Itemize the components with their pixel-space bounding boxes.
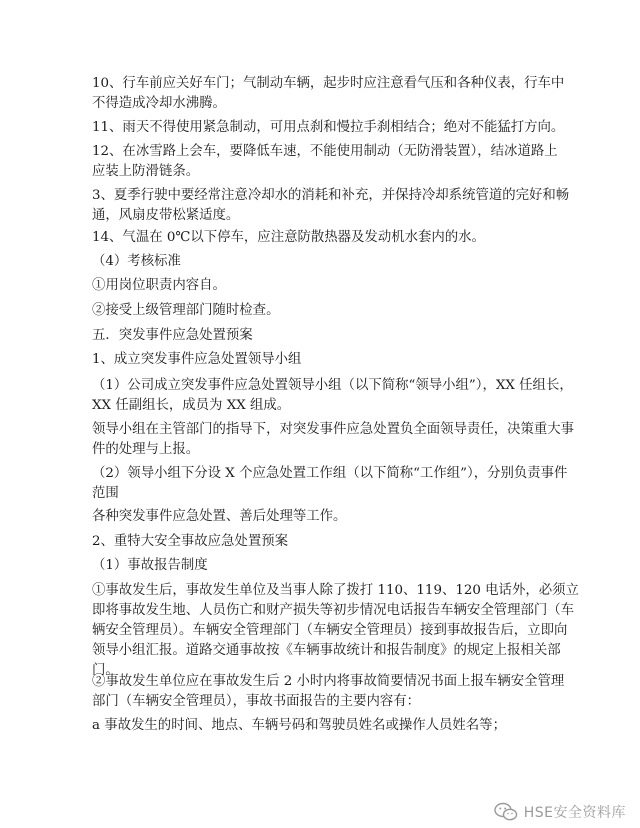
paragraph (92, 507, 552, 527)
text-line: 应装上防滑链条。 (92, 164, 200, 179)
subheading (92, 350, 552, 370)
text-line: 3、夏季行驶中要经常注意冷却水的消耗和补充，并保持冷却系统管道的完好和畅 (92, 188, 570, 203)
list-item (92, 301, 552, 321)
text-line: 领导小组汇报。道路交通事故按《车辆事故统计和报告制度》的规定上报相关部 (92, 643, 561, 658)
text-line: 领导小组在主管部门的指导下，对突发事件应急处置负全面领导责任，决策重大事 (92, 422, 575, 437)
text-line: 范围 (92, 486, 119, 501)
paragraph (92, 464, 568, 504)
subheading (92, 532, 552, 552)
text-line: 10、行车前应关好车门；气制动车辆，起步时应注意看气压和各种仪表，行车中 (92, 76, 565, 91)
text-line: （2）领导小组下分设 X 个应急处置工作组（以下简称“工作组”），分别负责事件 (92, 466, 568, 481)
text-line: 2、重特大安全事故应急处置预案 (92, 534, 288, 549)
text-line: 11、雨天不得使用紧急制动，可用点刹和慢拉手刹相结合；绝对不能猛打方向。 (92, 120, 565, 135)
text-line: ②事故发生单位应在事故发生后 2 小时内将事故简要情况书面上报车辆安全管理 (92, 674, 565, 689)
paragraph (92, 186, 570, 226)
paragraph (92, 376, 573, 416)
paragraph (92, 74, 565, 114)
watermark-text: HSE安全资料库 (523, 805, 626, 821)
paragraph (92, 228, 552, 248)
watermark (494, 802, 626, 822)
text-line: 五．突发事件应急处置预案 (92, 328, 253, 343)
text-line: ①事故发生后，事故发生单位及当事人除了拨打 110、119、120 电话外，必须立 (92, 583, 579, 598)
text-line: 1、成立突发事件应急处置领导小组 (92, 352, 302, 367)
text-line: 即将事故发生地、人员伤亡和财产损失等初步情况电话报告车辆安全管理部门（车 (92, 603, 575, 618)
text-line: （4）考核标准 (92, 254, 181, 269)
paragraph (92, 420, 575, 460)
text-line: ①用岗位职责内容自。 (92, 278, 226, 293)
subheading (92, 252, 552, 272)
text-line: 各种突发事件应急处置、善后处理等工作。 (92, 509, 347, 524)
text-line: （1）公司成立突发事件应急处置领导小组（以下简称“领导小组”），XX 任组长， (92, 378, 573, 393)
text-line: （1）事故报告制度 (92, 558, 208, 573)
text-line: 门。 (92, 663, 119, 678)
text-line: 通，风扇皮带松紧适度。 (92, 208, 240, 223)
text-line: 辆安全管理员）。车辆安全管理部门（车辆安全管理员）接到事故报告后，立即向 (92, 623, 568, 638)
list-item (92, 276, 552, 296)
text-line: a 事故发生的时间、地点、车辆号码和驾驶员姓名或操作人员姓名等； (92, 718, 506, 733)
text-line: 12、在冰雪路上会车，要降低车速，不能使用制动（无防滑装置），结冰道路上 (92, 144, 558, 159)
text-line: ②接受上级管理部门随时检查。 (92, 303, 280, 318)
text-line: 14、气温在 0℃以下停车，应注意防散热器及发动机水套内的水。 (92, 230, 485, 245)
paragraph (92, 581, 579, 681)
paragraph (92, 716, 552, 736)
paragraph (92, 672, 565, 712)
paragraph (92, 118, 565, 138)
text-line: XX 任副组长，成员为 XX 组成。 (92, 398, 291, 413)
text-line: 部门（车辆安全管理员），事故书面报告的主要内容有： (92, 694, 421, 709)
text-line: 不得造成冷却水沸腾。 (92, 96, 226, 111)
paragraph (92, 142, 558, 182)
subheading (92, 556, 552, 576)
text-line: 件的处理与上报。 (92, 442, 200, 457)
section-heading (92, 326, 552, 346)
wechat-icon (494, 802, 518, 822)
